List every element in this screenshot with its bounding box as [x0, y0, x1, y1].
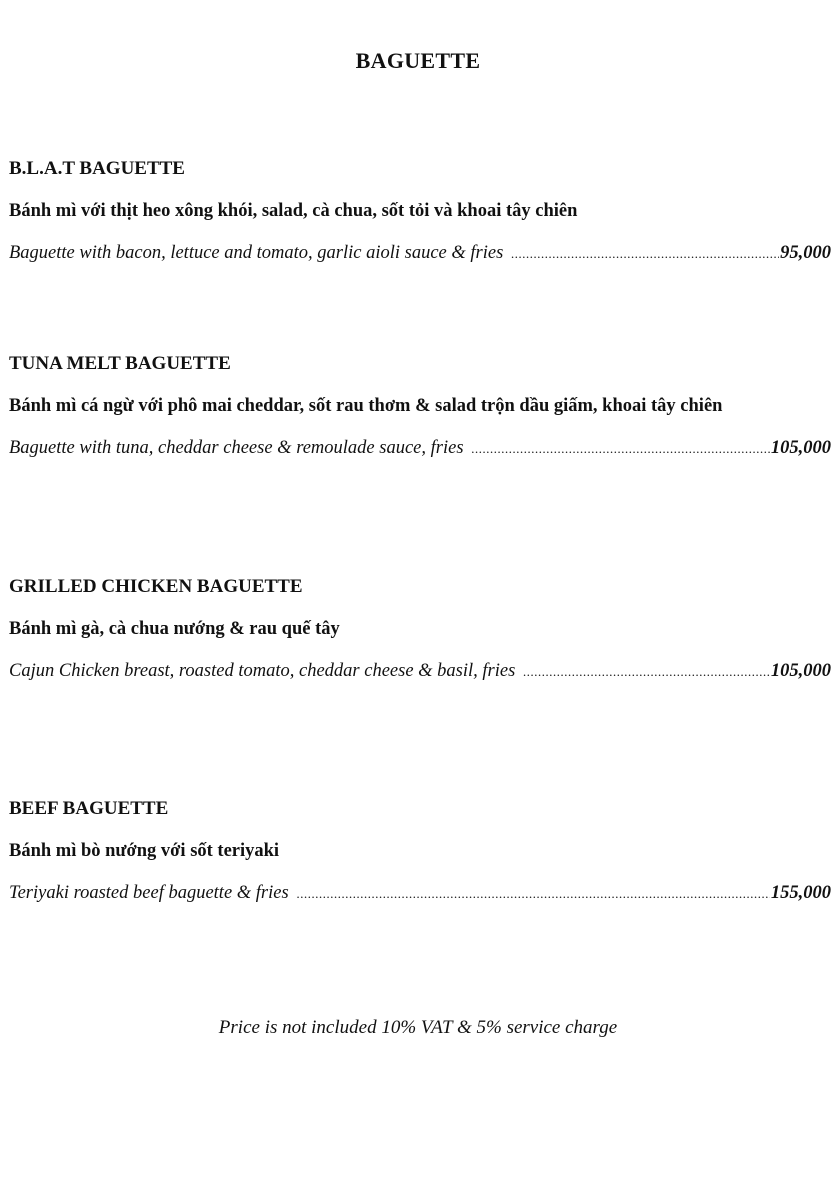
item-vietnamese-description: Bánh mì bò nướng với sốt teriyaki [9, 841, 280, 861]
item-price: 105,000 [770, 661, 831, 681]
item-price-row [9, 436, 831, 460]
item-english-description: Baguette with tuna, cheddar cheese & remoulade sauce, fries [9, 438, 464, 458]
menu-item-tuna-melt-baguette [9, 352, 831, 460]
price-footnote: Price is not included 10% VAT & 5% service charge [218, 1017, 618, 1038]
item-price-row [9, 881, 831, 905]
item-price-row [9, 241, 831, 265]
item-price: 105,000 [770, 438, 831, 458]
item-vietnamese-description: Bánh mì cá ngừ với phô mai cheddar, sốt rau thơm & salad trộn dầu giấm, khoai tây chiên [9, 396, 723, 416]
item-name: TUNA MELT BAGUETTE [9, 353, 231, 374]
dot-leader [297, 882, 770, 906]
item-name: BEEF BAGUETTE [9, 798, 169, 819]
page-title: BAGUETTE [355, 48, 481, 73]
item-english-description: Cajun Chicken breast, roasted tomato, cheddar cheese & basil, fries [9, 661, 516, 681]
dot-leader [472, 437, 770, 461]
item-vietnamese-description: Bánh mì với thịt heo xông khói, salad, cà chua, sốt tỏi và khoai tây chiên [9, 201, 578, 221]
item-english-description: Teriyaki roasted beef baguette & fries [9, 883, 289, 903]
menu-item-grilled-chicken-baguette [9, 575, 831, 683]
menu-item-beef-baguette [9, 797, 831, 905]
item-price: 155,000 [770, 883, 831, 903]
item-price: 95,000 [780, 243, 831, 263]
item-name: B.L.A.T BAGUETTE [9, 158, 185, 179]
item-price-row [9, 659, 831, 683]
item-name: GRILLED CHICKEN BAGUETTE [9, 576, 303, 597]
dot-leader [511, 242, 779, 266]
dot-leader [523, 660, 770, 684]
menu-item-blat-baguette [9, 157, 831, 265]
item-english-description: Baguette with bacon, lettuce and tomato, garlic aioli sauce & fries [9, 243, 504, 263]
item-vietnamese-description: Bánh mì gà, cà chua nướng & rau quế tây [9, 619, 340, 639]
